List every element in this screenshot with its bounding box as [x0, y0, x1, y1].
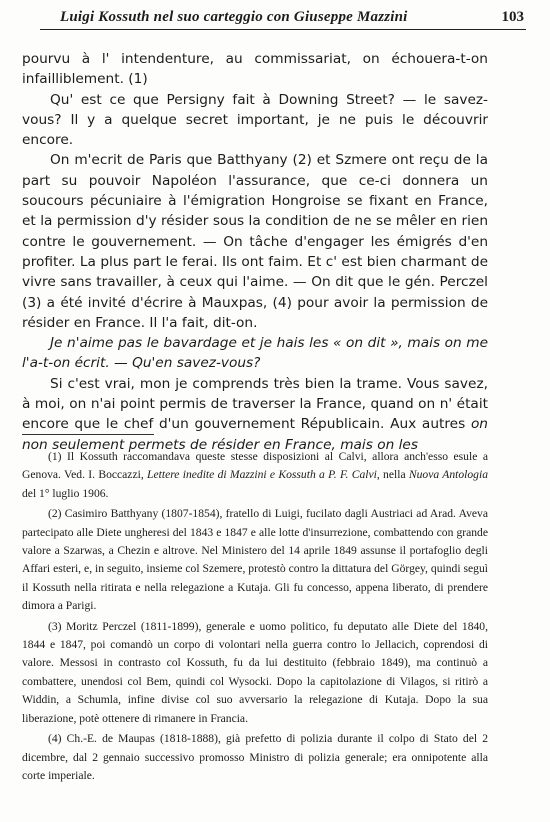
paragraph-5-start: Si c'est vrai, mon je comprends très bien la trame. Vous savez, à moi, on n'ai point permis de traverser la France, quand on n' était encore que le chef d'un gouvernement Républicain. Aux autres: [22, 375, 488, 433]
footnote-4: (4) Ch.-E. de Maupas (1818-1888), già prefetto di polizia durante il colpo di Stato del 2 dicembre, dal 2 gennaio successivo promosso Ministro di polizia generale; era onnipotente alla corte imperiale.: [22, 732, 488, 782]
paragraph-5-emphasis: on non seulement permets de résider en France, mais on les: [22, 416, 488, 453]
paragraph-4: [22, 333, 488, 374]
main-text: [22, 49, 488, 455]
paragraph-4-text: Je n'aime pas le bavardage et je hais les « on dit », mais on me l'a-t-on écrit. — Qu'en savez-vous?: [22, 335, 488, 372]
footnote-divider: [22, 434, 154, 435]
footnote-1: [22, 448, 488, 503]
footnote-1-journal: Nuova Antologia: [408, 468, 488, 482]
page-header: [40, 7, 526, 30]
footnote-2: (2) Casimiro Batthyany (1807-1854), fratello di Luigi, fucilato dagli Austriaci ad Arad. Aveva partecipato alle Diete ungheresi del 1843 e 1847 e alle lotte d'insurrezione, combattendo con grande valore a Szarwas, a Chezin e altrove. Nel Ministero del 14 aprile 1849 assunse il portafoglio degli Affari esteri, e, in seguito, insieme col Szemere, protestò contro la dittatura del Görgey, quindi seguì il Kossuth nella ritirata e nella relegazione a Kutaja. Gli fu concesso, appena liberato, di prendere dimora a Parigi.: [22, 507, 488, 613]
paragraph-1: pourvu à l' intendenture, au commissariat, on échouera-t-on infailliblement. (1): [22, 51, 488, 88]
footnote-1-text-a: (1) Il Kossuth raccomandava queste stesse disposizioni al Calvi, allora anch'esso esule a Genova. Ved. I. Boccazzi,: [22, 450, 488, 482]
paragraph-5: [22, 374, 488, 455]
paragraph-3: On m'ecrit de Paris que Batthyany (2) et Szmere ont reçu de la part su pouvoir Napoléon l'assurance, que ce-ci donnera un soucours pécuniaire à l'émigration Hongroise se fixant en France, et la permission d'y résider sous la condition de ne se mêler en rien contre le gouvernement. — On tâche d'engager les émigrés d'en profiter. La plus part le ferai. Ils ont faim. Et c' est bien charmant de vivre sans travailler, à ceux qui l'aime. — On dit que le gén. Perczel (3) a été invité d'écrire à Mauxpas, (4) pour avoir la permission de résider en France. Il l'a fait, dit-on.: [22, 152, 488, 331]
footnote-1-text-c: del 1° luglio 1906.: [22, 486, 109, 500]
running-head: Luigi Kossuth nel suo carteggio con Giuseppe Mazzini: [60, 9, 408, 25]
footnote-1-text-b: , nella: [376, 468, 409, 482]
page-number: 103: [501, 9, 524, 25]
footnotes: [22, 448, 488, 787]
paragraph-2: Qu' est ce que Persigny fait à Downing Street? — le savez-vous? Il y a quelque secret important, je ne puis le découvrir encore.: [22, 91, 488, 149]
footnote-1-title: Lettere inedite di Mazzini e Kossuth a P. F. Calvi: [147, 468, 377, 482]
footnote-3: (3) Moritz Perczel (1811-1899), generale e uomo politico, fu deputato alle Diete del 1840, 1844 e 1847, poi comandò un corpo di volontari nella guerra contro lo Jellacich, coprendosi di valore. Messosi in contrasto col Kossuth, fu da lui destituito (febbraio 1849), ma continuò a combattere, unendosi col Bem, quindi col Wysocki. Dopo la capitolazione di Vilagos, si ritirò a Widdin, a Schumla, infine divise col suo avversario la relegazione di Kutaja. Dopo la sua liberazione, potè ottenere di rimanere in Francia.: [22, 619, 488, 725]
